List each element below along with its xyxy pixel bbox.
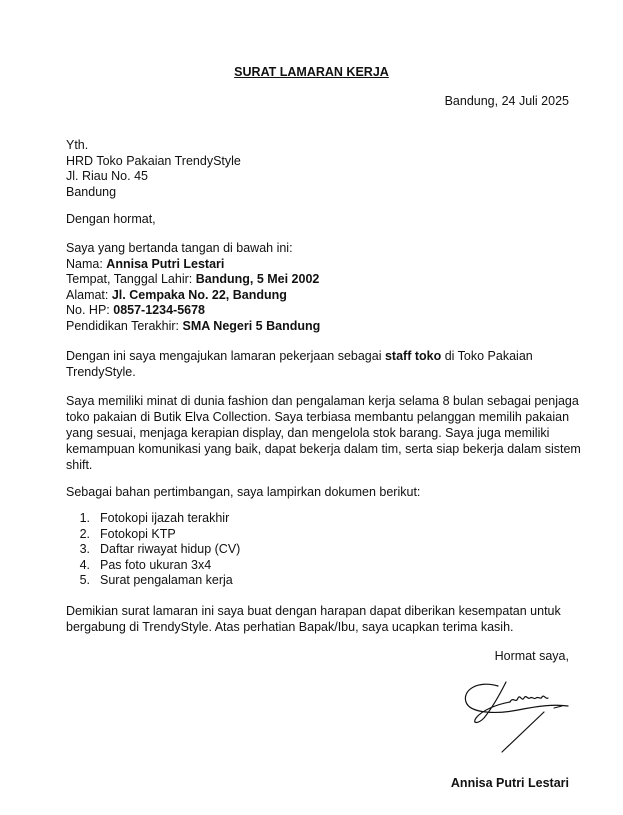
address-label: Alamat: [66,287,112,302]
signature-image [458,672,573,757]
applicant-phone: 0857-1234-5678 [113,303,205,318]
paragraph-line: yang sesuai, menjaga kerapian display, dan mengelola stok barang. Saya juga memiliki [66,426,550,440]
closing-paragraph [66,603,566,635]
recipient-line: Yth. [66,138,89,152]
recipient-block [66,138,576,200]
paragraph-line: Demikian surat lamaran ini saya buat dengan harapan dapat diberikan kesempatan untuk [66,604,561,618]
letter-title: SURAT LAMARAN KERJA [234,65,389,79]
position-name: staff toko [384,349,442,363]
education-label: Pendidikan Terakhir: [66,318,183,333]
application-paragraph: Dengan ini saya mengajukan lamaran pekerjaan sebagai staff toko di Toko Pakaian TrendyStyle. [66,349,533,379]
applicant-birth: Bandung, 5 Mei 2002 [195,272,320,287]
address-row [66,288,576,304]
salutation: Dengan hormat, [66,212,156,226]
list-item: 4. Pas foto ukuran 3x4 [79,557,212,572]
paragraph-line: Saya memiliki minat di dunia fashion dan pengalaman kerja selama 8 bulan sebagai penjaga [66,394,579,408]
paragraph-line: toko pakaian di Butik Elva Collection. Saya terbiasa membantu pelanggan memilih pakaian [66,410,570,424]
recipient-line: HRD Toko Pakaian TrendyStyle [66,153,241,168]
phone-label: No. HP: [66,303,114,318]
applicant-name: Annisa Putri Lestari [106,256,225,271]
education-row [66,319,576,335]
birth-label: Tempat, Tanggal Lahir: [66,272,196,287]
letter-date: Bandung, 24 Juli 2025 [444,94,569,108]
attachments-intro: Sebagai bahan pertimbangan, saya lampirkan dokumen berikut: [66,485,421,499]
signer-name: Annisa Putri Lestari [450,776,569,790]
recipient-line: Jl. Riau No. 45 [66,169,148,184]
phone-row [66,303,576,319]
list-item: 3. Daftar riwayat hidup (CV) [79,542,241,557]
list-item: 1. Fotokopi ijazah terakhir [79,511,230,525]
intro-line: Saya yang bertanda tangan di bawah ini: [66,241,293,255]
paragraph-line: bergabung di TrendyStyle. Atas perhatian Bapak/Ibu, saya ucapkan terima kasih. [66,620,514,634]
name-label: Nama: [66,256,107,271]
list-item: 5. Surat pengalaman kerja [79,573,233,588]
applicant-block [66,241,576,335]
applicant-address: Jl. Cempaka No. 22, Bandung [111,287,287,302]
birth-row [66,272,576,288]
regards: Hormat saya, [494,649,569,663]
attachments-list [66,511,240,589]
experience-paragraph [66,393,581,473]
list-item: 2. Fotokopi KTP [79,526,176,541]
name-row [66,257,576,273]
paragraph-line: kemampuan komunikasi yang baik, dapat bekerja dalam tim, serta siap bekerja dalam sistem [66,442,581,456]
recipient-line: Bandung [66,184,117,199]
applicant-education: SMA Negeri 5 Bandung [182,318,321,333]
paragraph-line: shift. [66,458,93,472]
